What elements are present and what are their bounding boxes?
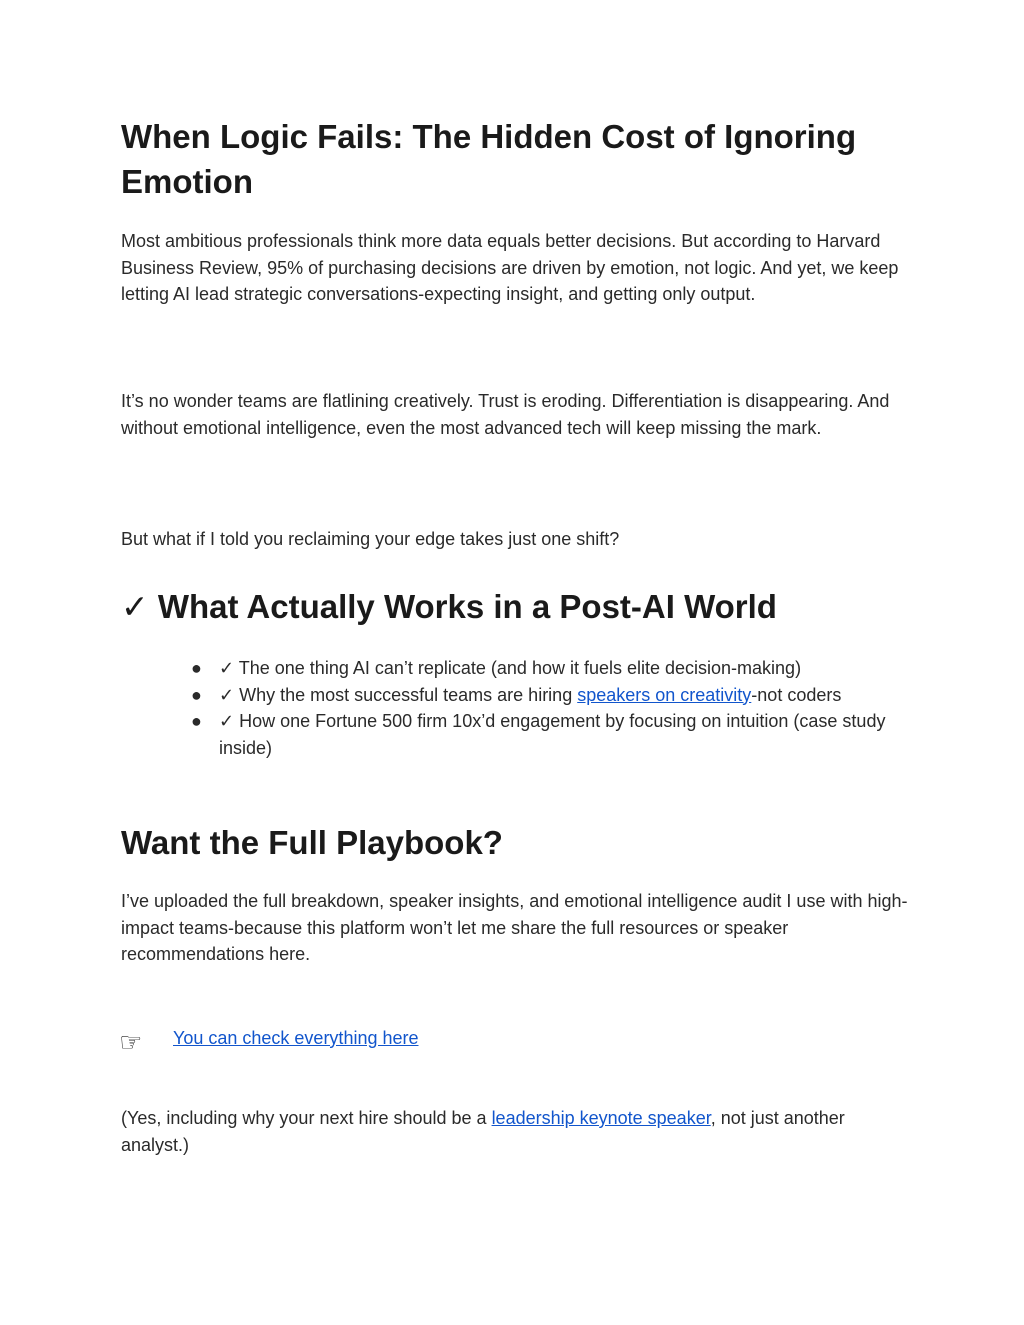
page-title: When Logic Fails: The Hidden Cost of Ignoring Emotion [121,118,857,200]
closing-text: (Yes, including why your next hire should be a [121,1108,492,1128]
context-paragraph: It’s no wonder teams are flatlining creatively. Trust is eroding. Differentiation is disappearing. And without emotional intelligence, even the most advanced tech will keep missing the mark. [121,391,890,438]
list-item-text: ✓ How one Fortune 500 firm 10x’d engagement by focusing on intuition (case study inside) [219,711,886,758]
closing-paragraph [121,1105,911,1158]
playbook-paragraph: I’ve uploaded the full breakdown, speaker insights, and emotional intelligence audit I use with high-impact teams-because this platform won’t let me share the full resources or speaker recommendations here. [121,891,908,964]
bullet-icon: ● [191,684,202,705]
check-everything-link[interactable]: You can check everything here [173,1028,419,1048]
benefits-list [121,655,891,761]
list-item [121,708,891,761]
list-item-text-tail: -not coders [751,684,842,705]
section-heading-playbook: Want the Full Playbook? [121,824,503,861]
section-heading-post-ai: ✓ What Actually Works in a Post-AI World [121,588,777,625]
leadership-keynote-speaker-link[interactable]: leadership keynote speaker [491,1108,711,1128]
speakers-on-creativity-link[interactable]: speakers on creativity [577,684,752,705]
list-item [121,682,891,709]
list-item [121,655,891,682]
list-item-text: ✓ Why the most successful teams are hiring [219,684,578,705]
bullet-icon: ● [191,658,202,678]
bullet-icon: ● [191,711,202,731]
list-item-text: ✓ The one thing AI can’t replicate (and how it fuels elite decision-making) [219,658,802,678]
intro-paragraph: Most ambitious professionals think more data equals better decisions. But according to Harvard Business Review, 95% of purchasing decisions are driven by emotion, not logic. And yet, we keep letting AI lead strategic conversations-expecting insight, and getting only output. [121,231,899,304]
closing-text-tail: , not just another analyst.) [121,1108,845,1155]
pointing-hand-icon: ☞ [119,1027,143,1057]
question-paragraph: But what if I told you reclaiming your edge takes just one shift? [121,529,620,549]
